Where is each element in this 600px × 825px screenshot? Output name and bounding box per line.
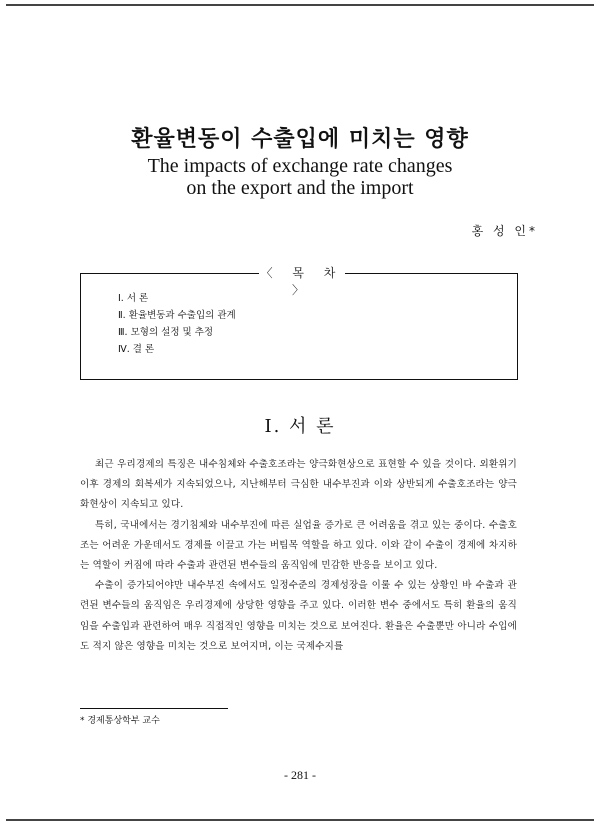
toc-border-right (345, 273, 517, 274)
body-text (80, 455, 517, 657)
footnote: * 경제통상학부 교수 (80, 716, 160, 726)
toc-item-relationship: Ⅱ. 환율변동과 수출입의 관계 (118, 310, 236, 321)
page-top-rule (6, 4, 594, 6)
toc-heading: 〈 목 차 〉 (260, 266, 344, 297)
footnote-divider (80, 708, 228, 709)
title-english-line2: on the export and the import (186, 177, 414, 199)
toc-item-introduction: Ⅰ. 서 론 (118, 293, 149, 304)
table-of-contents (80, 266, 518, 380)
toc-list (118, 290, 236, 358)
section-heading: Ⅰ. 서 론 (264, 416, 336, 437)
toc-item-model: Ⅲ. 모형의 설정 및 추정 (118, 327, 214, 338)
toc-item-conclusion: Ⅳ. 결 론 (118, 344, 155, 355)
page-number: - 281 - (284, 768, 316, 782)
title-english (0, 155, 600, 199)
toc-border-left (81, 273, 266, 274)
paragraph: 최근 우리경제의 특징은 내수침체와 수출호조라는 양극화현상으로 표현할 수 있을 것이다. 외환위기 이후 경제의 회복세가 지속되었으나, 지난해부터 극심한 내수부진과 이와 상반되게 수출호조라는 양극화현상이 지속되고 있다. (80, 459, 517, 511)
paragraph: 특히, 국내에서는 경기침체와 내수부진에 따른 실업율 증가로 큰 어려움을 겪고 있는 중이다. 수출호조는 어려운 가운데서도 경제를 이끌고 가는 버팀목 역할을 하고 있다. 이와 같이 수출이 경제에 차지하는 역할이 커짐에 따라 수출과 관련된 변수들의 움직임에 민감한 반응을 보이고 있다. (80, 519, 517, 572)
title-english-line1: The impacts of exchange rate changes (147, 155, 453, 177)
page-bottom-rule (6, 819, 594, 821)
paragraph: 수출이 증가되어야만 내수부진 속에서도 일정수준의 경제성장을 이룰 수 있는 상황인 바 수출과 관련된 변수들의 움직임은 우리경제에 상당한 영향을 주고 있다. 이러한 변수 중에서도 특히 환율의 움직임을 수출입과 관련하여 매우 직접적인 영향을 미치는 것으로 보여진다. 환율은 수출뿐만 아니라 수입에도 적지 않은 영향을 미치는 것으로 보여지며, 이는 국제수지를 (80, 580, 517, 652)
title-korean: 환율변동이 수출입에 미치는 영향 (131, 127, 469, 152)
author-name: 홍 성 인* (471, 224, 538, 238)
